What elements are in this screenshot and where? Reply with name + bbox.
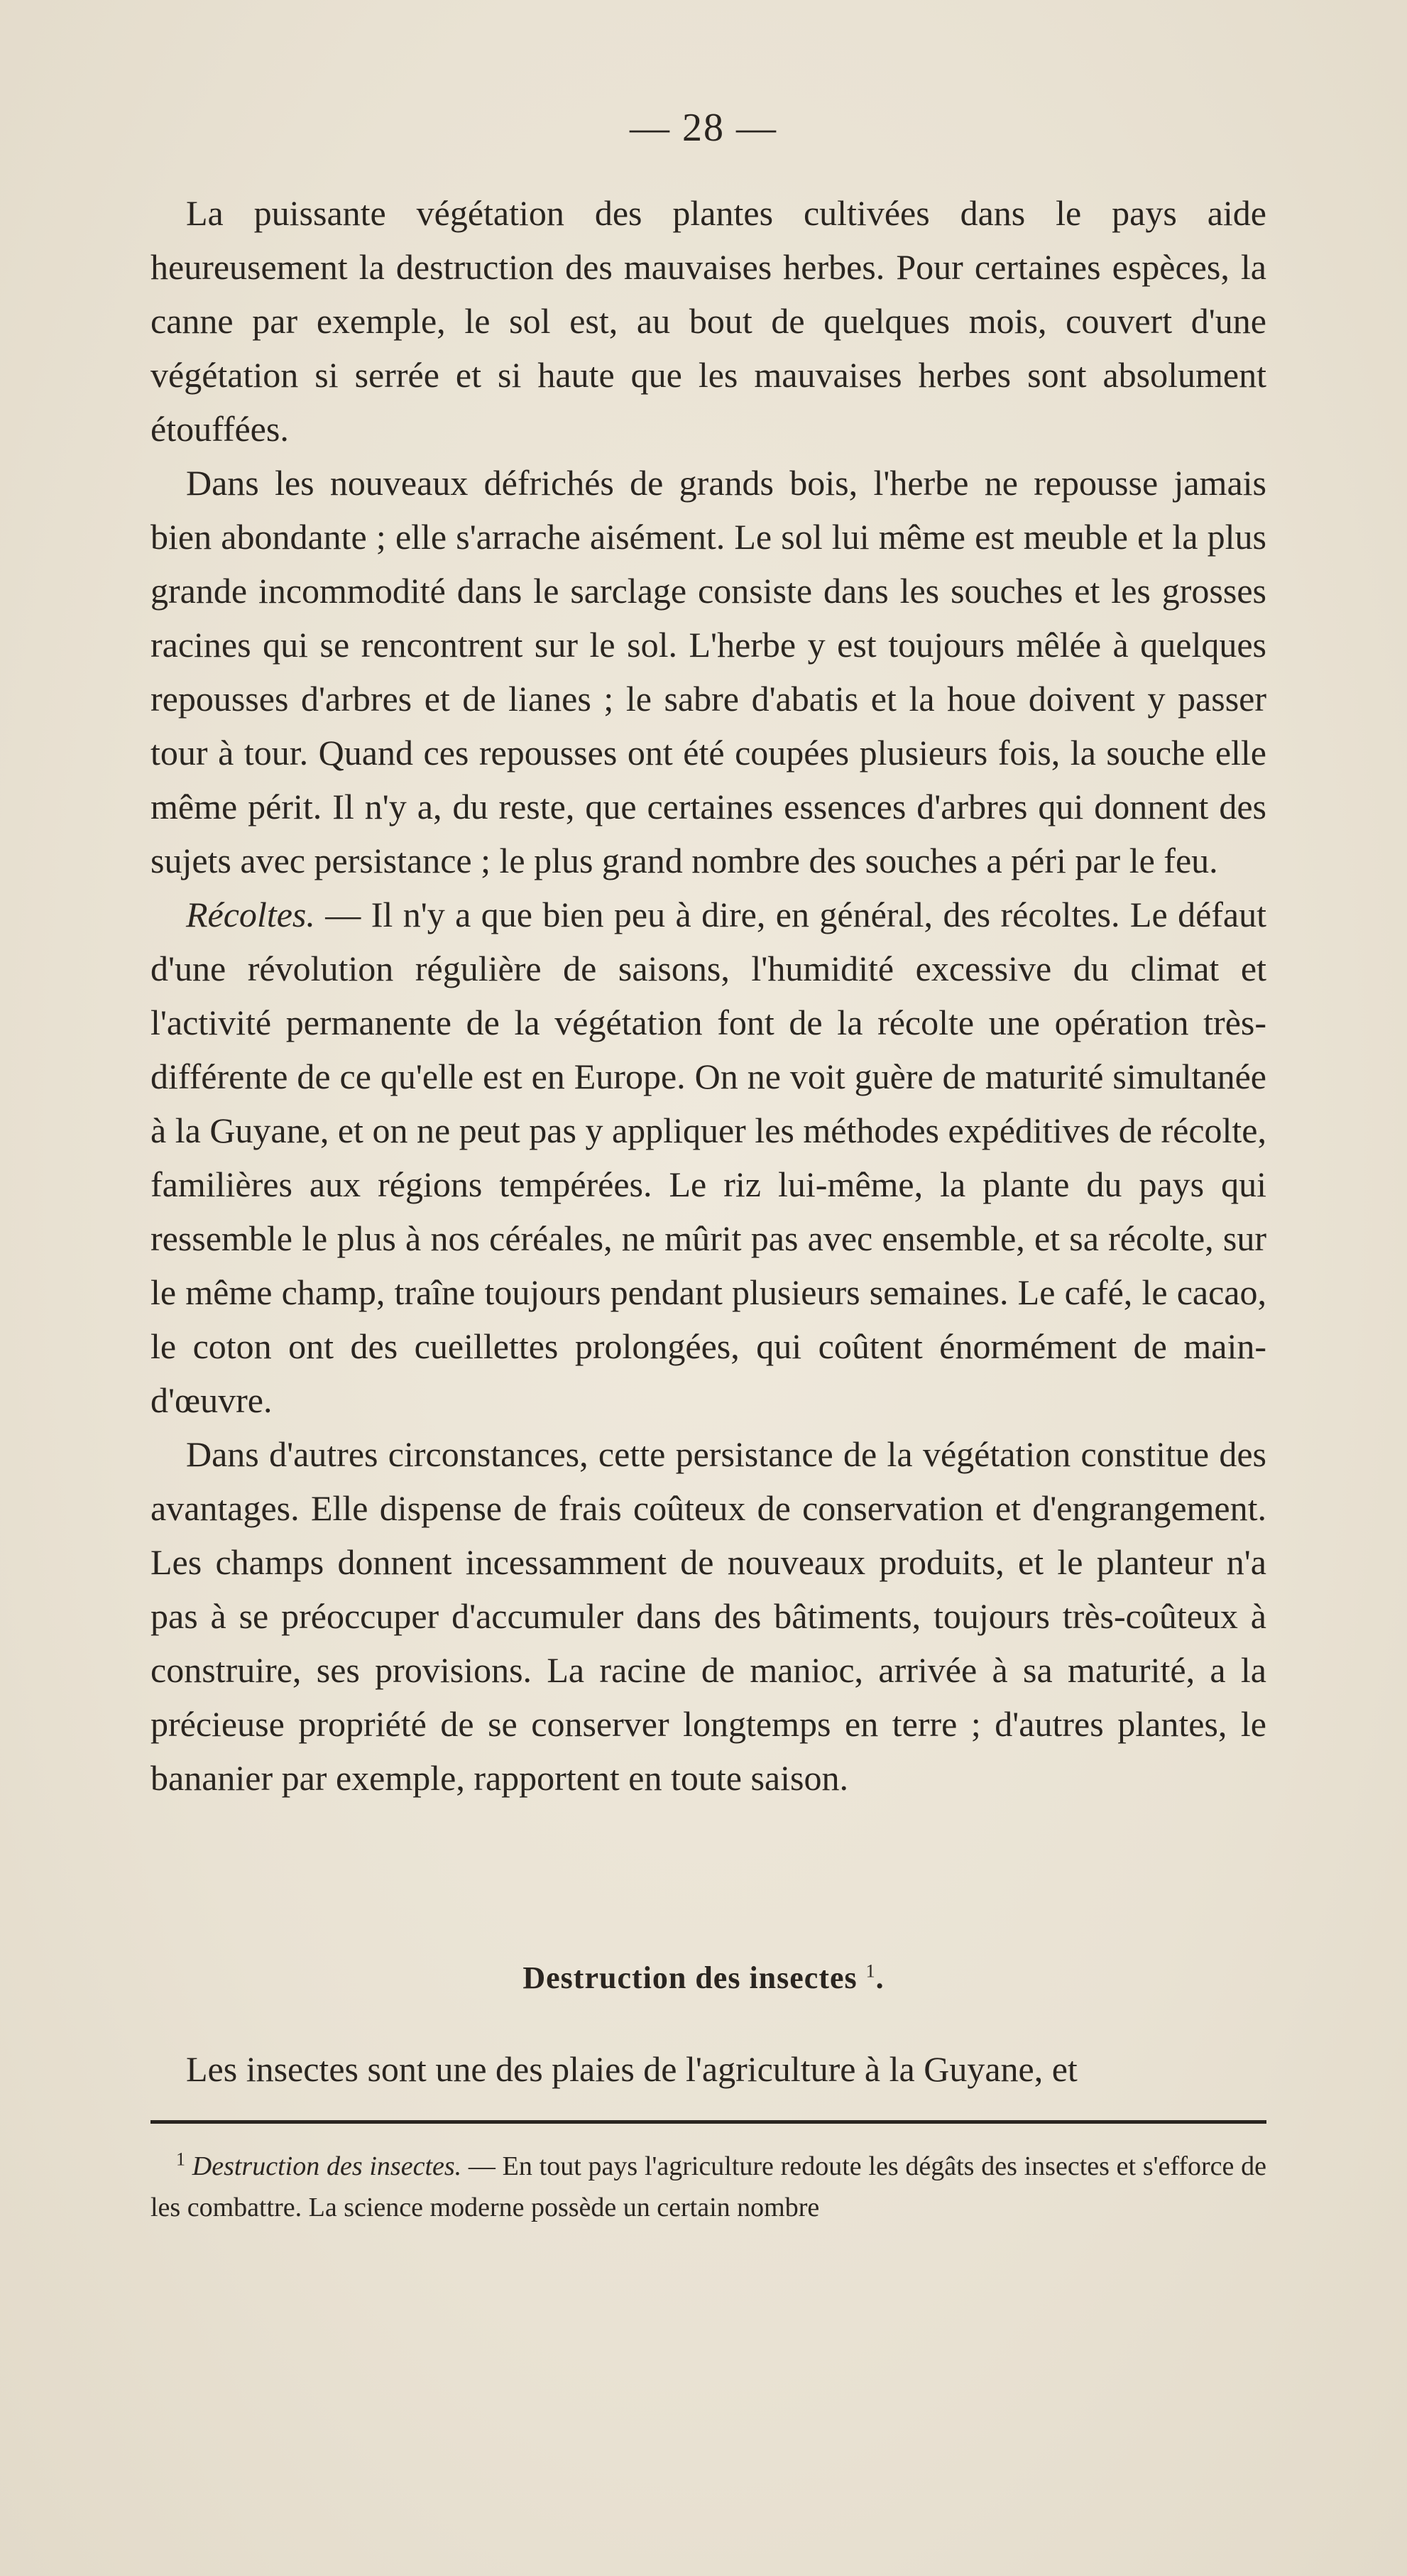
harvests-text: — Il n'y a que bien peu à dire, en général, des récoltes. Le défaut d'une révolution régulière de saisons, l'humidité excessive du climat et l'activité permanente de la végétation font de la récolte une opération très-différente de ce qu'elle est en Europe. On ne voit guère de maturité simultanée à la Guyane, et on ne peut pas y appliquer les méthodes expéditives de récolte, familières aux régions tempérées. Le riz lui-même, la plante du pays qui ressemble le plus à nos céréales, ne mûrit pas avec ensemble, et sa récolte, sur le même champ, traîne toujours pendant plusieurs semaines. Le café, le cacao, le coton ont des cueillettes prolongées, qui coûtent énormément de main-d'œuvre.: [150, 895, 1266, 1420]
footnote-divider: [150, 2120, 1266, 2124]
page-number: — 28 —: [630, 106, 777, 150]
paragraph-harvests: [150, 888, 1266, 1427]
section-heading-text: Destruction des insectes: [522, 1960, 858, 1995]
paragraph-weeding: La puissante végétation des plantes cultivées dans le pays aide heureusement la destruction des mauvaises herbes. Pour certaines espèces, la canne par exemple, le sol est, au bout de quelques mois, couvert d'une végétation si serrée et si haute que les mauvaises herbes sont absolument étouffées.: [150, 193, 1266, 449]
heading-footnote-mark: 1: [865, 1960, 876, 1982]
harvests-lead: Récoltes.: [186, 895, 315, 934]
body-text: [150, 186, 1266, 1805]
footnote-title: Destruction des insectes.: [192, 2151, 462, 2181]
footnote: [150, 2146, 1266, 2228]
section-heading: [0, 1960, 1407, 1996]
paragraph-persistence: Dans d'autres circonstances, cette persistance de la végétation constitue des avantages. Elle dispense de frais coûteux de conservation et d'engrangement. Les champs donnent incessamment de nouveaux produits, et le planteur n'a pas à se préoccuper d'accumuler dans des bâtiments, toujours très-coûteux à construire, ses provisions. La racine de manioc, arrivée à sa maturité, a la précieuse propriété de se conserver longtemps en terre ; d'autres plantes, le bananier par exemple, rapportent en toute saison.: [150, 1434, 1266, 1798]
footnote-text: — En tout pays l'agriculture redoute les dégâts des insectes et s'efforce de les combattre. La science moderne possède un certain nombre: [150, 2151, 1266, 2222]
heading-trailing: .: [875, 1960, 885, 1995]
paragraph-new-clearings: Dans les nouveaux défrichés de grands bois, l'herbe ne repousse jamais bien abondante ; elle s'arrache aisément. Le sol lui même est meuble et la plus grande incommodité dans le sarclage consiste dans les souches et les grosses racines qui se rencontrent sur le sol. L'herbe y est toujours mêlée à quelques repousses d'arbres et de lianes ; le sabre d'abatis et la houe doivent y passer tour à tour. Quand ces repousses ont été coupées plusieurs fois, la souche elle même périt. Il n'y a, du reste, que certaines essences d'arbres qui donnent des sujets avec persistance ; le plus grand nombre des souches a péri par le feu.: [150, 463, 1266, 880]
footnote-mark: 1: [176, 2149, 185, 2170]
paragraph-insects: Les insectes sont une des plaies de l'agriculture à la Guyane, et: [186, 2049, 1078, 2089]
